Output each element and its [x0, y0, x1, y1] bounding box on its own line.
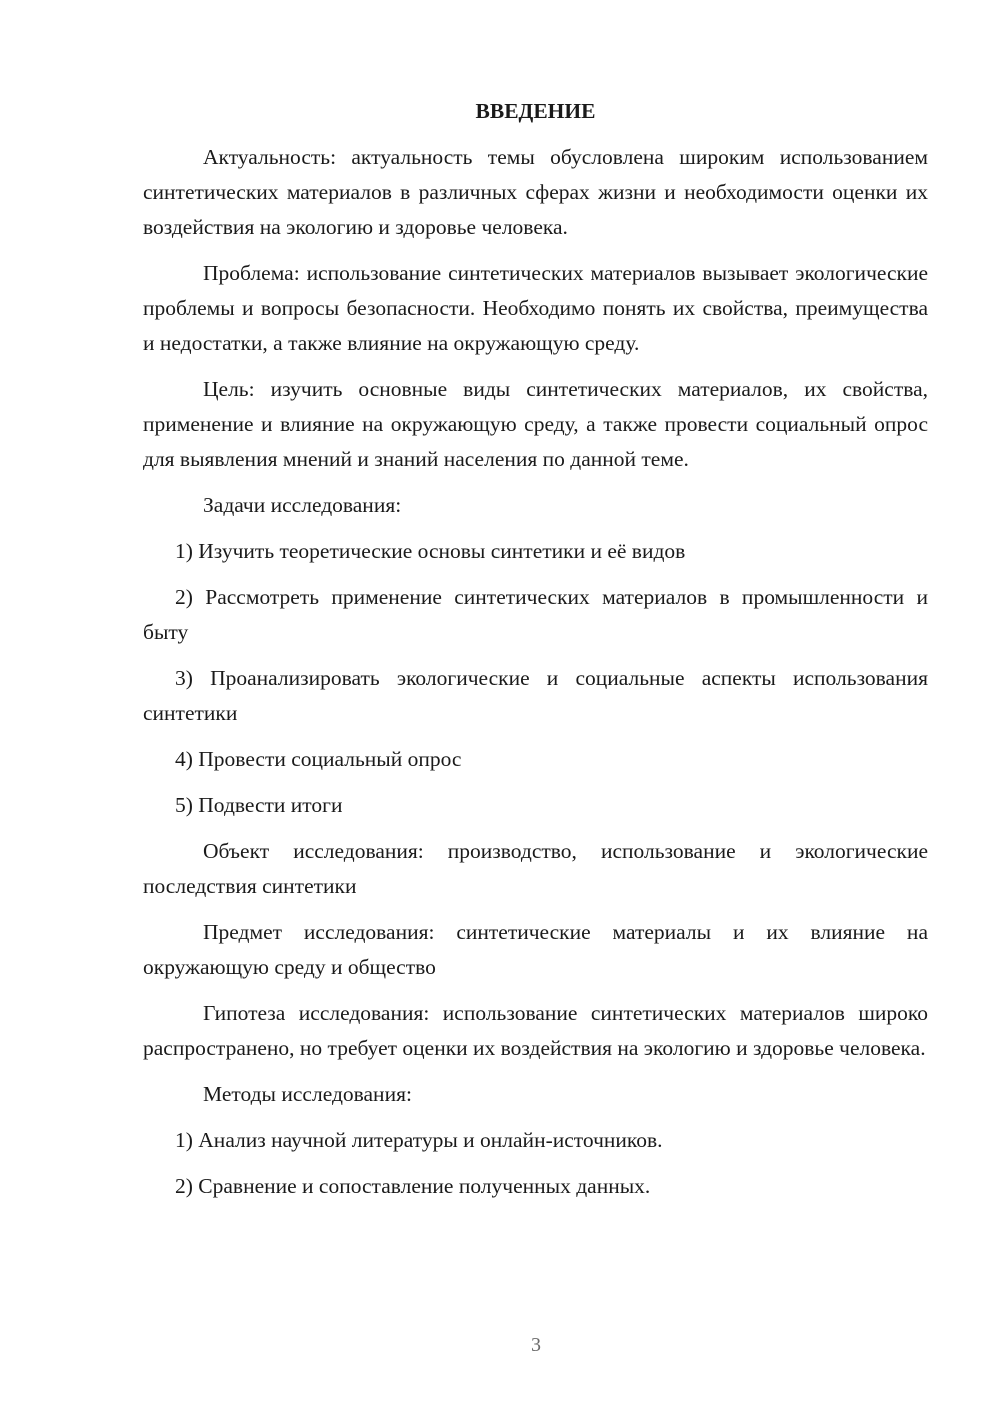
tasks-heading: Задачи исследования:: [203, 493, 402, 517]
hypothesis-paragraph: Гипотеза исследования: использование синтетических материалов широко распространено, но требует оценки их воздействия на экологию и здоровье человека.: [143, 1001, 928, 1060]
section-title: ВВЕДЕНИЕ: [475, 99, 596, 123]
task-item: 5) Подвести итоги: [175, 793, 343, 817]
task-item: 3) Проанализировать экологические и социальные аспекты использования синтетики: [143, 666, 928, 725]
task-item: 4) Провести социальный опрос: [175, 747, 462, 771]
task-item: 2) Рассмотреть применение синтетических материалов в промышленности и быту: [143, 585, 928, 644]
document-page: [143, 96, 928, 1215]
object-paragraph: Объект исследования: производство, использование и экологические последствия синтетики: [143, 839, 928, 898]
methods-heading: Методы исследования:: [203, 1082, 412, 1106]
relevance-paragraph: Актуальность: актуальность темы обусловлена широким использованием синтетических материалов в различных сферах жизни и необходимости оценки их воздействия на экологию и здоровье человека.: [143, 145, 928, 239]
goal-paragraph: Цель: изучить основные виды синтетических материалов, их свойства, применение и влияние на окружающую среду, а также провести социальный опрос для выявления мнений и знаний населения по данной теме.: [143, 377, 928, 471]
problem-paragraph: Проблема: использование синтетических материалов вызывает экологические проблемы и вопросы безопасности. Необходимо понять их свойства, преимущества и недостатки, а также влияние на окружающую среду.: [143, 261, 928, 355]
page-number: 3: [531, 1334, 541, 1356]
subject-paragraph: Предмет исследования: синтетические материалы и их влияние на окружающую среду и общество: [143, 920, 928, 979]
task-item: 1) Изучить теоретические основы синтетики и её видов: [175, 539, 686, 563]
method-item: 1) Анализ научной литературы и онлайн-источников.: [175, 1128, 663, 1152]
method-item: 2) Сравнение и сопоставление полученных данных.: [175, 1174, 651, 1198]
